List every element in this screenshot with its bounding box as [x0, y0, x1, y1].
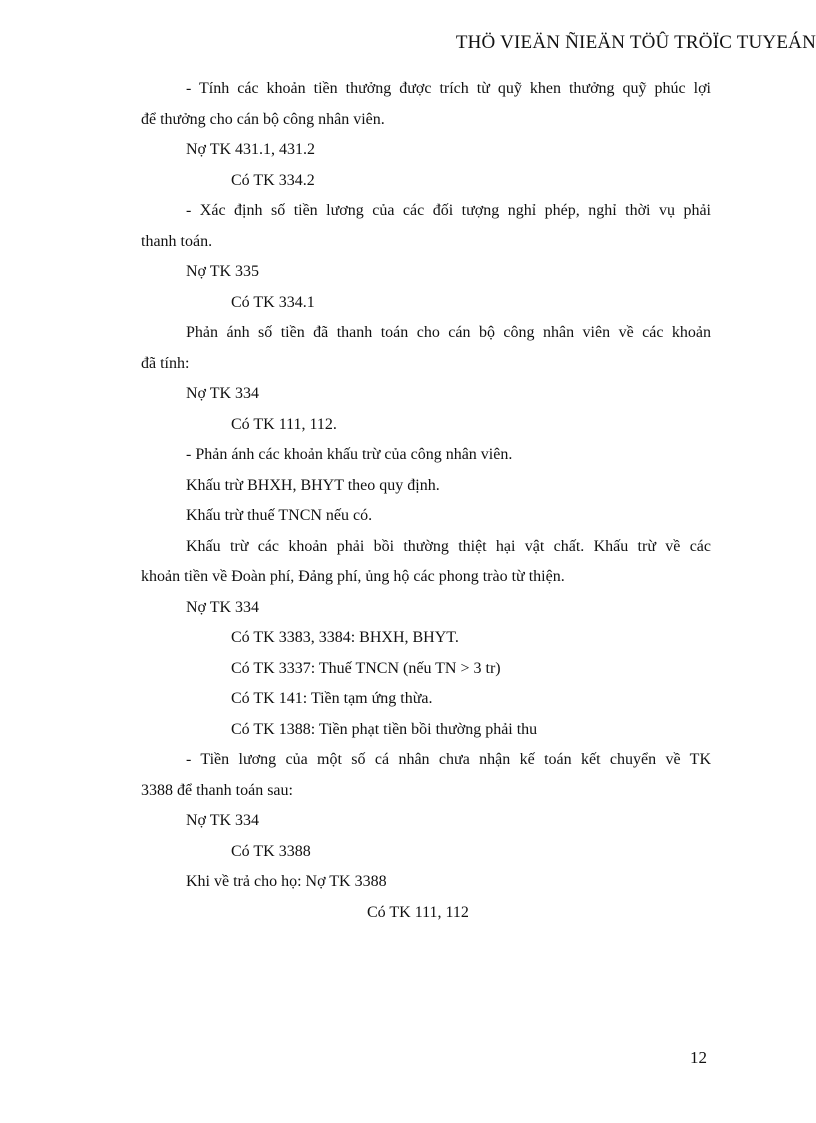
document-body	[141, 74, 711, 928]
text-line: Có TK 334.2	[231, 171, 315, 189]
text-line: Khấu trừ thuế TNCN nếu có.	[186, 507, 373, 524]
text-line: Có TK 334.1	[231, 293, 315, 311]
text-line: Nợ TK 431.1, 431.2	[186, 141, 316, 158]
text-line: để thưởng cho cán bộ công nhân viên.	[141, 110, 385, 128]
text-line: Có TK 1388: Tiền phạt tiền bồi thường phải thu	[231, 720, 538, 738]
text-line: Có TK 3383, 3384: BHXH, BHYT.	[231, 629, 459, 646]
text-line: Phản ánh số tiền đã thanh toán cho cán bộ công nhân viên về các khoản	[186, 324, 711, 341]
page-number: 12	[690, 1048, 707, 1067]
text-line: 3388 để thanh toán sau:	[141, 781, 293, 799]
text-line: Có TK 141: Tiền tạm ứng thừa.	[231, 690, 433, 707]
text-line: - Xác định số tiền lương của các đối tượng nghỉ phép, nghỉ thời vụ phải	[186, 202, 711, 219]
page-header: THÖ VIEÄN ÑIEÄN TÖÛ TRÖÏC TUYEÁN	[455, 32, 816, 53]
text-line: Nợ TK 334	[186, 385, 260, 402]
text-line: Có TK 3337: Thuế TNCN (nếu TN > 3 tr)	[231, 659, 501, 677]
text-line: đã tính:	[141, 354, 190, 372]
text-line: Có TK 3388	[231, 842, 311, 860]
text-line: - Phản ánh các khoản khấu trừ của công nhân viên.	[186, 446, 513, 463]
text-line: Nợ TK 334	[186, 598, 260, 616]
text-line: Khấu trừ các khoản phải bồi thường thiệt hại vật chất. Khấu trừ về các	[186, 537, 711, 555]
text-line: - Tiền lương của một số cá nhân chưa nhận kế toán kết chuyển về TK	[186, 751, 711, 768]
text-line: Có TK 111, 112.	[231, 415, 337, 433]
text-line: Khấu trừ BHXH, BHYT theo quy định.	[186, 476, 440, 494]
text-line: khoản tiền về Đoàn phí, Đảng phí, ủng hộ các phong trào từ thiện.	[141, 568, 565, 585]
text-line: - Tính các khoản tiền thưởng được trích từ quỹ khen thưởng quỹ phúc lợi	[186, 80, 711, 97]
text-line: Nợ TK 334	[186, 812, 260, 829]
text-line: Khi về trả cho họ: Nợ TK 3388	[186, 873, 387, 890]
text-line: thanh toán.	[141, 232, 213, 250]
text-line: Nợ TK 335	[186, 263, 260, 280]
text-line: Có TK 111, 112	[367, 903, 469, 921]
